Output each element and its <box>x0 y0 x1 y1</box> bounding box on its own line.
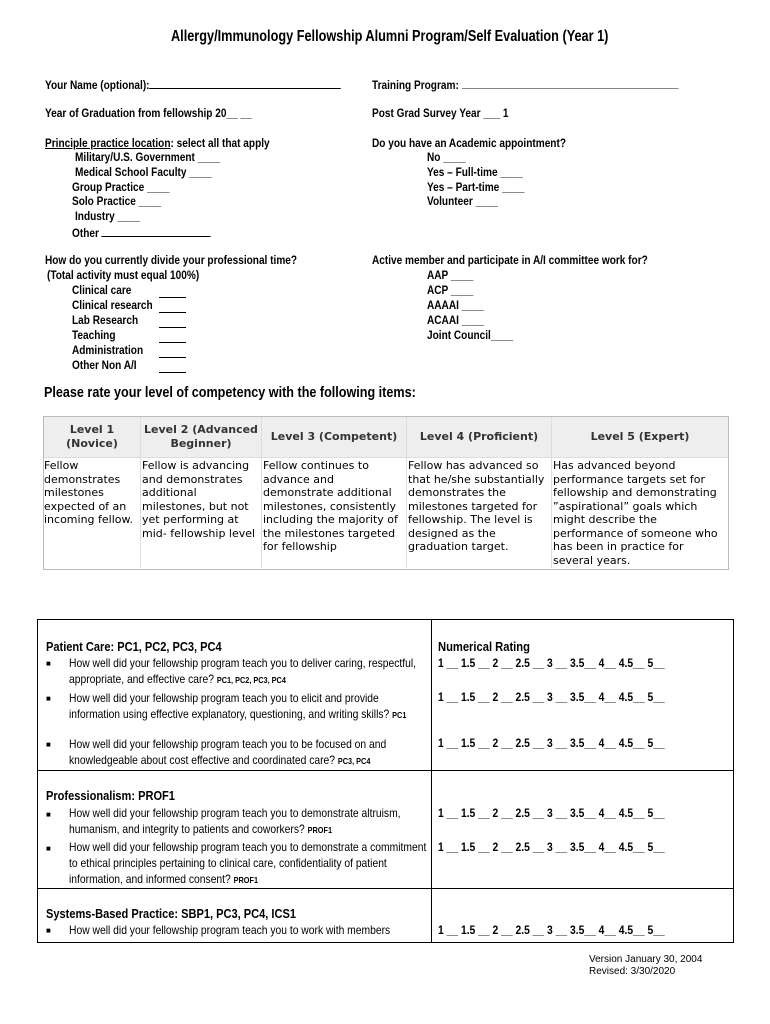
level-1-header: Level 1 (Novice) <box>44 417 141 457</box>
question-text: How well did your fellowship program teach you to work with members <box>69 923 391 937</box>
academic-option[interactable]: Yes – Part-time ____ <box>427 180 525 194</box>
rating-col-divider <box>431 620 432 942</box>
question <box>69 922 429 938</box>
level-4-desc: Fellow has advanced so that he/she substantially demonstrates the milestones targeted for fellowship. The level is designed as the graduation target. <box>408 459 545 553</box>
practice-option[interactable]: Medical School Faculty ____ <box>75 165 212 179</box>
bullet-icon: ■ <box>46 659 51 668</box>
time-blank[interactable] <box>159 300 186 313</box>
time-item: Clinical research <box>72 298 153 312</box>
bullet-icon: ■ <box>46 694 51 703</box>
level-5-desc: Has advanced beyond performance targets set for fellowship and demonstrating ”aspirational” goals which might describe the performance of someone who has been in practice for several years. <box>553 459 718 567</box>
committee-option[interactable]: AAAAI ____ <box>427 298 485 312</box>
question <box>69 690 429 723</box>
section-title-patient-care: Patient Care: PC1, PC2, PC3, PC4 <box>46 639 222 654</box>
program-label: Training Program: <box>372 78 459 92</box>
time-item: Administration <box>72 343 144 357</box>
graduation-year-label[interactable]: Year of Graduation from fellowship 20__ __ <box>45 106 252 120</box>
levels-col-divider <box>140 457 141 568</box>
levels-divider <box>44 457 728 458</box>
bullet-icon: ■ <box>46 926 51 935</box>
practice-option[interactable]: Industry ____ <box>75 209 140 223</box>
competency-heading: Please rate your level of competency with the following items: <box>44 384 416 401</box>
level-3-header: Level 3 (Competent) <box>262 417 407 457</box>
rating-scale[interactable]: 1 __ 1.5 __ 2 __ 2.5 __ 3 __ 3.5__ 4__ 4.5__ 5__ <box>438 923 665 937</box>
practice-option[interactable]: Solo Practice ____ <box>72 194 162 208</box>
question <box>69 655 429 688</box>
committee-heading: Active member and participate in A/I committee work for? <box>372 253 648 267</box>
level-2-desc: Fellow is advancing and demonstrates additional milestones, but not yet performing at mid- fellowship level <box>142 459 256 540</box>
rating-header: Numerical Rating <box>438 639 530 654</box>
question <box>69 736 429 769</box>
practice-option[interactable]: Group Practice ____ <box>72 180 170 194</box>
question-text: How well did your fellowship program teach you to be focused on and knowledgeable about cost effective and coordinated care? <box>69 737 387 767</box>
practice-option-other[interactable] <box>72 224 211 240</box>
committee-option[interactable]: AAP ____ <box>427 268 474 282</box>
program-input-line[interactable] <box>462 76 679 89</box>
survey-year-label: Post Grad Survey Year ___ 1 <box>372 106 509 120</box>
time-blank[interactable] <box>159 285 186 298</box>
level-4-header: Level 4 (Proficient) <box>407 417 552 457</box>
practice-heading-underlined: Principle practice location <box>45 136 171 150</box>
time-blank[interactable] <box>159 315 186 328</box>
academic-option[interactable]: Volunteer ____ <box>427 194 498 208</box>
time-item: Lab Research <box>72 313 139 327</box>
level-2-header: Level 2 (Advanced Beginner) <box>141 417 262 457</box>
other-input-line[interactable] <box>102 224 211 237</box>
rating-scale[interactable]: 1 __ 1.5 __ 2 __ 2.5 __ 3 __ 3.5__ 4__ 4.5__ 5__ <box>438 840 665 854</box>
question <box>69 839 429 888</box>
level-5-header: Level 5 (Expert) <box>552 417 728 457</box>
bullet-icon: ■ <box>46 740 51 749</box>
name-field-row[interactable] <box>45 76 341 92</box>
question-code: PROF1 <box>307 825 333 835</box>
levels-col-divider <box>406 457 407 568</box>
row-divider <box>38 770 733 771</box>
committee-option[interactable]: Joint Council____ <box>427 328 514 342</box>
question-text: How well did your fellowship program teach you to demonstrate altruism, humanism, and integrity to patients and coworkers? <box>69 806 401 836</box>
name-label: Your Name (optional): <box>45 78 150 92</box>
level-1-desc: Fellow demonstrates milestones expected of an incoming fellow. <box>44 459 133 526</box>
question-text: How well did your fellowship program teach you to elicit and provide information using effective explanatory, questioning, and writing skills? <box>69 691 390 721</box>
committee-option[interactable]: ACP ____ <box>427 283 474 297</box>
time-blank[interactable] <box>159 345 186 358</box>
section-title-professionalism: Professionalism: PROF1 <box>46 788 175 803</box>
question-code: PC1 <box>392 710 407 720</box>
level-3-desc: Fellow continues to advance and demonstrate additional milestones, consistently including the majority of the milestones targeted for fellowship <box>263 459 398 553</box>
time-subheading: (Total activity must equal 100%) <box>47 268 200 282</box>
question-code: PC1, PC2, PC3, PC4 <box>216 675 286 685</box>
rating-scale[interactable]: 1 __ 1.5 __ 2 __ 2.5 __ 3 __ 3.5__ 4__ 4.5__ 5__ <box>438 736 665 750</box>
levels-table <box>43 416 729 570</box>
levels-col-divider <box>261 457 262 568</box>
question-code: PC3, PC4 <box>337 756 371 766</box>
rating-table <box>37 619 734 943</box>
version-note: Version January 30, 2004 <box>589 954 703 965</box>
bullet-icon: ■ <box>46 844 51 853</box>
levels-col-divider <box>551 457 552 568</box>
question-code: PROF1 <box>233 875 259 885</box>
page-title: Allergy/Immunology Fellowship Alumni Program/Self Evaluation (Year 1) <box>171 28 609 45</box>
row-divider <box>38 888 733 889</box>
rating-scale[interactable]: 1 __ 1.5 __ 2 __ 2.5 __ 3 __ 3.5__ 4__ 4.5__ 5__ <box>438 690 665 704</box>
academic-option[interactable]: No ____ <box>427 150 466 164</box>
question <box>69 805 429 838</box>
practice-option[interactable]: Military/U.S. Government ____ <box>75 150 221 164</box>
program-field-row[interactable] <box>372 76 678 92</box>
practice-heading <box>45 136 270 150</box>
rating-scale[interactable]: 1 __ 1.5 __ 2 __ 2.5 __ 3 __ 3.5__ 4__ 4.5__ 5__ <box>438 806 665 820</box>
academic-heading: Do you have an Academic appointment? <box>372 136 566 150</box>
time-blank[interactable] <box>159 360 186 373</box>
time-item: Clinical care <box>72 283 132 297</box>
bullet-icon: ■ <box>46 810 51 819</box>
time-heading: How do you currently divide your professional time? <box>45 253 298 267</box>
academic-option[interactable]: Yes – Full-time ____ <box>427 165 523 179</box>
name-input-line[interactable] <box>150 76 342 89</box>
practice-heading-suffix: : select all that apply <box>170 136 270 150</box>
revised-note: Revised: 3/30/2020 <box>589 966 676 977</box>
section-title-systems-based: Systems-Based Practice: SBP1, PC3, PC4, ICS1 <box>46 906 296 921</box>
rating-scale[interactable]: 1 __ 1.5 __ 2 __ 2.5 __ 3 __ 3.5__ 4__ 4.5__ 5__ <box>438 656 665 670</box>
question-text: How well did your fellowship program teach you to demonstrate a commitment to ethical principles pertaining to clinical care, confidentiality of patient information, and informed consent? <box>69 840 427 886</box>
committee-option[interactable]: ACAAI ____ <box>427 313 485 327</box>
other-label: Other <box>72 226 99 240</box>
time-blank[interactable] <box>159 330 186 343</box>
question-text: How well did your fellowship program teach you to deliver caring, respectful, appropriate, and effective care? <box>69 656 417 686</box>
time-item: Other Non A/I <box>72 358 137 372</box>
time-item: Teaching <box>72 328 116 342</box>
